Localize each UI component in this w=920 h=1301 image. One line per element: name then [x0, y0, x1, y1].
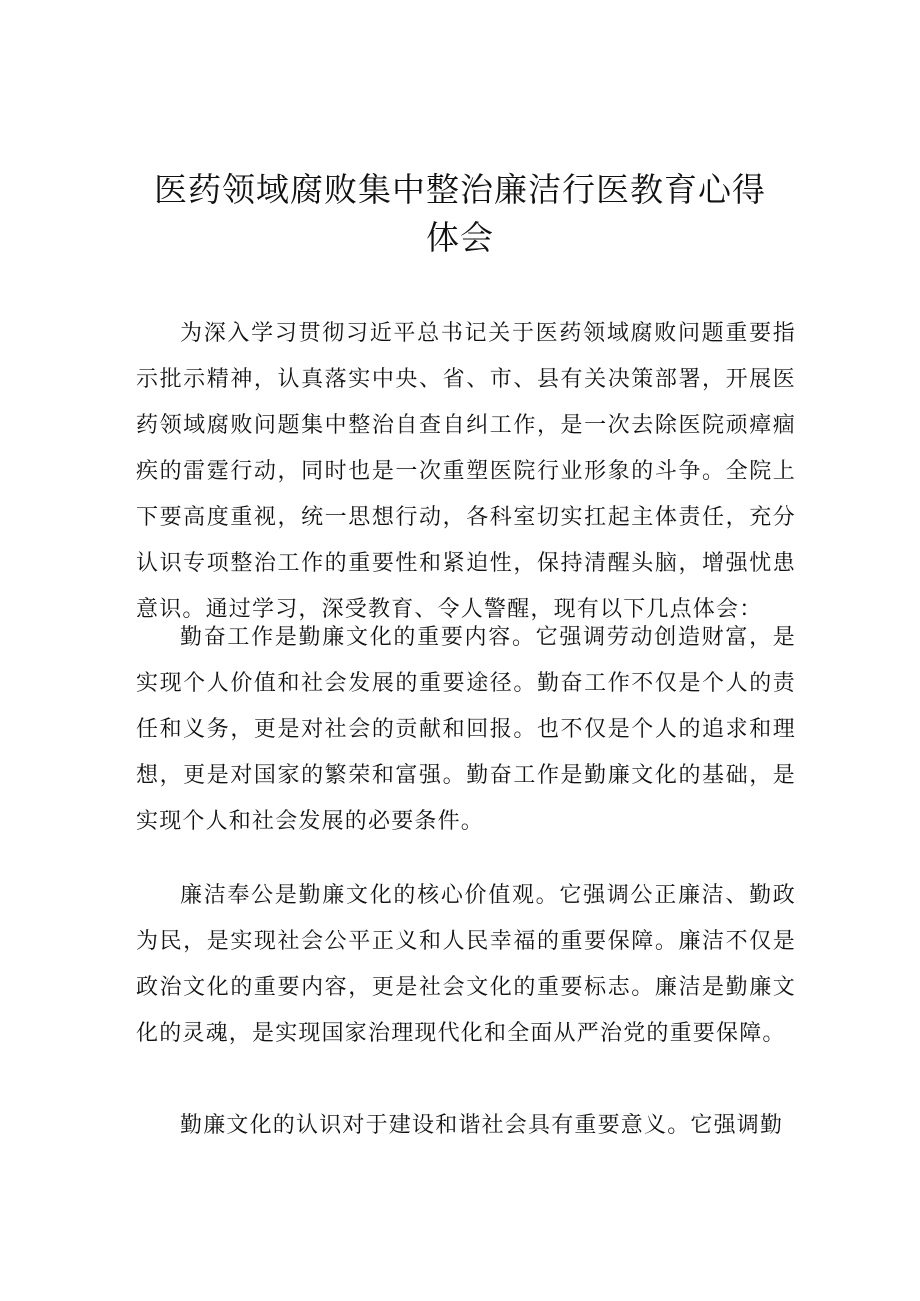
paragraph-3: 廉洁奉公是勤廉文化的核心价值观。它强调公正廉洁、勤政为民，是实现社会公平正义和人民幸福的重要保障。廉洁不仅是政治文化的重要内容，更是社会文化的重要标志。廉洁是勤廉文化的灵魂，是实现国家治理现代化和全面从严治党的重要保障。: [136, 883, 796, 1046]
paragraph-4: 勤廉文化的认识对于建设和谐社会具有重要意义。它强调勤: [180, 1113, 784, 1138]
document-title-line-1: 医药领域腐败集中整治廉洁行医教育心得: [154, 170, 766, 209]
document-title-line-2: 体会: [426, 218, 494, 257]
paragraph-4-block: [136, 1103, 796, 1149]
paragraph-2-block: [136, 615, 796, 845]
paragraph-3-block: [136, 873, 796, 1057]
paragraph-2: 勤奋工作是勤廉文化的重要内容。它强调劳动创造财富，是实现个人价值和社会发展的重要途径。勤奋工作不仅是个人的责任和义务，更是对社会的贡献和回报。也不仅是个人的追求和理想，更是对国家的繁荣和富强。勤奋工作是勤廉文化的基础，是实现个人和社会发展的必要条件。: [136, 625, 796, 834]
paragraph-1: 为深入学习贯彻习近平总书记关于医药领域腐败问题重要指示批示精神，认真落实中央、省、市、县有关决策部署，开展医药领域腐败问题集中整治自查自纠工作，是一次去除医院顽瘴痼疾的雷霆行动，同时也是一次重塑医院行业形象的斗争。全院上下要高度重视，统一思想行动，各科室切实扛起主体责任，充分认识专项整治工作的重要性和紧迫性，保持清醒头脑，增强忧患意识。通过学习，深受教育、令人警醒，现有以下几点体会：: [136, 321, 796, 622]
paragraph-1-block: [136, 311, 796, 633]
